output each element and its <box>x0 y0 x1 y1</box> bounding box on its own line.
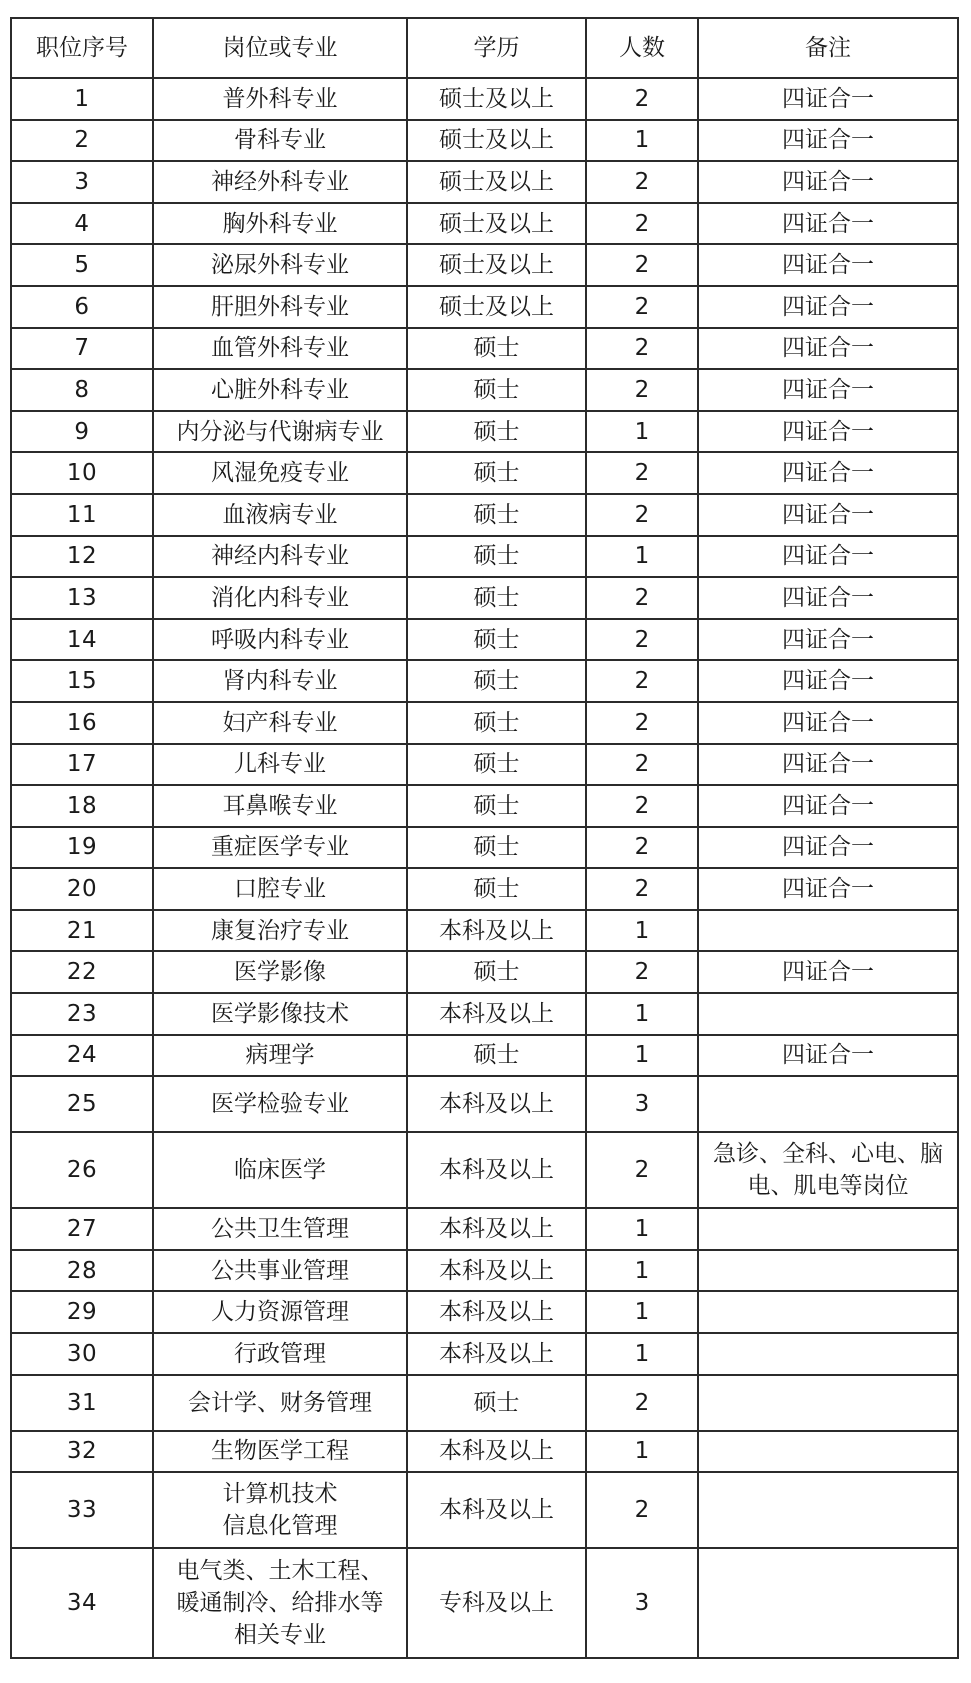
cell-position: 医学影像 <box>153 951 407 993</box>
table-row <box>11 1472 958 1548</box>
cell-note: 急诊、全科、心电、脑电、肌电等岗位 <box>698 1132 958 1208</box>
cell-note: 四证合一 <box>698 785 958 827</box>
cell-number: 10 <box>11 452 153 494</box>
cell-education: 硕士及以上 <box>407 203 586 245</box>
cell-count: 2 <box>586 744 698 786</box>
header-row <box>11 18 958 78</box>
table-row <box>11 1250 958 1292</box>
table-row <box>11 744 958 786</box>
table-row <box>11 619 958 661</box>
table-row <box>11 411 958 453</box>
table-row <box>11 785 958 827</box>
cell-education: 硕士及以上 <box>407 120 586 162</box>
cell-note: 四证合一 <box>698 411 958 453</box>
cell-number: 26 <box>11 1132 153 1208</box>
cell-education: 本科及以上 <box>407 1132 586 1208</box>
cell-note: 四证合一 <box>698 619 958 661</box>
cell-number: 7 <box>11 328 153 370</box>
table-row <box>11 951 958 993</box>
cell-count: 2 <box>586 1375 698 1431</box>
cell-position: 临床医学 <box>153 1132 407 1208</box>
cell-position: 妇产科专业 <box>153 702 407 744</box>
table-row <box>11 1548 958 1658</box>
cell-number: 17 <box>11 744 153 786</box>
cell-number: 32 <box>11 1431 153 1473</box>
cell-note: 四证合一 <box>698 369 958 411</box>
cell-note <box>698 1472 958 1548</box>
table-row <box>11 1291 958 1333</box>
cell-number: 33 <box>11 1472 153 1548</box>
cell-number: 27 <box>11 1208 153 1250</box>
cell-note: 四证合一 <box>698 536 958 578</box>
cell-education: 本科及以上 <box>407 993 586 1035</box>
cell-count: 1 <box>586 910 698 952</box>
cell-note <box>698 1250 958 1292</box>
cell-count: 2 <box>586 161 698 203</box>
cell-note: 四证合一 <box>698 577 958 619</box>
cell-position: 公共事业管理 <box>153 1250 407 1292</box>
table-row <box>11 1375 958 1431</box>
table-row <box>11 536 958 578</box>
cell-education: 硕士及以上 <box>407 286 586 328</box>
cell-count: 2 <box>586 702 698 744</box>
cell-number: 2 <box>11 120 153 162</box>
cell-count: 2 <box>586 328 698 370</box>
cell-count: 2 <box>586 78 698 120</box>
cell-note <box>698 1375 958 1431</box>
cell-count: 2 <box>586 785 698 827</box>
cell-education: 本科及以上 <box>407 1431 586 1473</box>
cell-count: 1 <box>586 1431 698 1473</box>
cell-number: 22 <box>11 951 153 993</box>
cell-note <box>698 1291 958 1333</box>
table-row <box>11 328 958 370</box>
cell-note: 四证合一 <box>698 244 958 286</box>
cell-number: 15 <box>11 660 153 702</box>
cell-count: 2 <box>586 452 698 494</box>
cell-count: 2 <box>586 494 698 536</box>
cell-education: 硕士 <box>407 1035 586 1077</box>
cell-count: 2 <box>586 577 698 619</box>
table-row <box>11 577 958 619</box>
cell-count: 1 <box>586 993 698 1035</box>
cell-count: 3 <box>586 1076 698 1132</box>
cell-note: 四证合一 <box>698 452 958 494</box>
cell-note <box>698 1431 958 1473</box>
cell-number: 21 <box>11 910 153 952</box>
cell-education: 硕士 <box>407 619 586 661</box>
cell-position <box>153 1472 407 1548</box>
cell-number: 18 <box>11 785 153 827</box>
table-row <box>11 1431 958 1473</box>
cell-number: 16 <box>11 702 153 744</box>
cell-education: 硕士及以上 <box>407 78 586 120</box>
cell-position-line: 计算机技术 <box>222 1481 338 1508</box>
cell-number: 25 <box>11 1076 153 1132</box>
table-row <box>11 993 958 1035</box>
cell-count: 2 <box>586 619 698 661</box>
table-row <box>11 702 958 744</box>
cell-position: 肾内科专业 <box>153 660 407 702</box>
header-position-or-major: 岗位或专业 <box>153 18 407 78</box>
cell-number: 31 <box>11 1375 153 1431</box>
cell-position: 神经内科专业 <box>153 536 407 578</box>
cell-position-line: 电气类、土木工程、 <box>176 1558 384 1585</box>
cell-note: 四证合一 <box>698 161 958 203</box>
cell-position: 医学影像技术 <box>153 993 407 1035</box>
cell-number: 23 <box>11 993 153 1035</box>
cell-education: 硕士 <box>407 951 586 993</box>
cell-education: 本科及以上 <box>407 1472 586 1548</box>
cell-number: 4 <box>11 203 153 245</box>
cell-position: 会计学、财务管理 <box>153 1375 407 1431</box>
cell-education: 硕士 <box>407 369 586 411</box>
table-row <box>11 369 958 411</box>
cell-education: 硕士 <box>407 785 586 827</box>
cell-count: 3 <box>586 1548 698 1658</box>
table-row <box>11 910 958 952</box>
cell-position: 呼吸内科专业 <box>153 619 407 661</box>
table-row <box>11 161 958 203</box>
cell-education: 硕士 <box>407 1375 586 1431</box>
cell-number: 20 <box>11 868 153 910</box>
cell-number: 8 <box>11 369 153 411</box>
cell-education: 本科及以上 <box>407 1250 586 1292</box>
cell-position: 血液病专业 <box>153 494 407 536</box>
table-row <box>11 827 958 869</box>
cell-count: 2 <box>586 286 698 328</box>
cell-note <box>698 1333 958 1375</box>
job-table-container <box>10 17 959 1659</box>
cell-number: 30 <box>11 1333 153 1375</box>
cell-position: 重症医学专业 <box>153 827 407 869</box>
cell-position: 骨科专业 <box>153 120 407 162</box>
cell-count: 1 <box>586 536 698 578</box>
cell-position: 风湿免疫专业 <box>153 452 407 494</box>
cell-note: 四证合一 <box>698 328 958 370</box>
cell-note: 四证合一 <box>698 702 958 744</box>
cell-number: 14 <box>11 619 153 661</box>
cell-education: 硕士及以上 <box>407 161 586 203</box>
cell-education: 硕士 <box>407 660 586 702</box>
cell-note: 四证合一 <box>698 120 958 162</box>
cell-education: 专科及以上 <box>407 1548 586 1658</box>
table-row <box>11 452 958 494</box>
table-row <box>11 1076 958 1132</box>
cell-number: 28 <box>11 1250 153 1292</box>
job-table <box>10 17 959 1659</box>
cell-number: 3 <box>11 161 153 203</box>
cell-number: 6 <box>11 286 153 328</box>
table-row <box>11 120 958 162</box>
cell-count: 2 <box>586 244 698 286</box>
cell-position: 内分泌与代谢病专业 <box>153 411 407 453</box>
cell-position: 消化内科专业 <box>153 577 407 619</box>
cell-note <box>698 1208 958 1250</box>
header-education: 学历 <box>407 18 586 78</box>
table-row <box>11 1333 958 1375</box>
cell-note <box>698 910 958 952</box>
cell-note: 四证合一 <box>698 951 958 993</box>
cell-count: 2 <box>586 827 698 869</box>
table-row <box>11 1035 958 1077</box>
cell-education: 硕士 <box>407 452 586 494</box>
table-row <box>11 868 958 910</box>
cell-education: 本科及以上 <box>407 910 586 952</box>
cell-note: 四证合一 <box>698 744 958 786</box>
cell-note: 四证合一 <box>698 660 958 702</box>
cell-education: 硕士 <box>407 536 586 578</box>
cell-position: 胸外科专业 <box>153 203 407 245</box>
cell-position-line: 相关专业 <box>234 1622 326 1649</box>
table-row <box>11 494 958 536</box>
cell-number: 19 <box>11 827 153 869</box>
cell-position: 儿科专业 <box>153 744 407 786</box>
cell-note: 四证合一 <box>698 78 958 120</box>
cell-position: 泌尿外科专业 <box>153 244 407 286</box>
header-position-number: 职位序号 <box>11 18 153 78</box>
table-row <box>11 78 958 120</box>
cell-education: 硕士 <box>407 328 586 370</box>
cell-education: 硕士 <box>407 827 586 869</box>
cell-education: 本科及以上 <box>407 1076 586 1132</box>
cell-education: 硕士 <box>407 411 586 453</box>
cell-education: 硕士及以上 <box>407 244 586 286</box>
cell-count: 2 <box>586 203 698 245</box>
cell-count: 1 <box>586 1291 698 1333</box>
cell-number: 13 <box>11 577 153 619</box>
cell-position-line: 信息化管理 <box>222 1513 338 1540</box>
cell-note: 四证合一 <box>698 868 958 910</box>
cell-education: 本科及以上 <box>407 1208 586 1250</box>
cell-position-line: 暖通制冷、给排水等 <box>176 1590 384 1617</box>
cell-position: 口腔专业 <box>153 868 407 910</box>
cell-count: 1 <box>586 1250 698 1292</box>
cell-position: 行政管理 <box>153 1333 407 1375</box>
cell-note <box>698 993 958 1035</box>
table-row <box>11 244 958 286</box>
cell-position: 康复治疗专业 <box>153 910 407 952</box>
cell-position: 病理学 <box>153 1035 407 1077</box>
cell-education: 硕士 <box>407 494 586 536</box>
cell-note: 四证合一 <box>698 1035 958 1077</box>
cell-position: 心脏外科专业 <box>153 369 407 411</box>
cell-position: 人力资源管理 <box>153 1291 407 1333</box>
cell-count: 1 <box>586 1333 698 1375</box>
cell-note <box>698 1076 958 1132</box>
cell-count: 1 <box>586 411 698 453</box>
cell-count: 2 <box>586 1472 698 1548</box>
cell-position: 公共卫生管理 <box>153 1208 407 1250</box>
cell-position: 神经外科专业 <box>153 161 407 203</box>
table-row <box>11 203 958 245</box>
cell-education: 硕士 <box>407 577 586 619</box>
cell-position: 医学检验专业 <box>153 1076 407 1132</box>
table-row <box>11 1132 958 1208</box>
table-row <box>11 286 958 328</box>
cell-education: 硕士 <box>407 744 586 786</box>
cell-number: 24 <box>11 1035 153 1077</box>
cell-count: 2 <box>586 951 698 993</box>
cell-count: 1 <box>586 1035 698 1077</box>
cell-number: 29 <box>11 1291 153 1333</box>
cell-count: 2 <box>586 660 698 702</box>
cell-position: 耳鼻喉专业 <box>153 785 407 827</box>
cell-count: 1 <box>586 120 698 162</box>
cell-note: 四证合一 <box>698 203 958 245</box>
cell-education: 本科及以上 <box>407 1291 586 1333</box>
cell-number: 12 <box>11 536 153 578</box>
cell-number: 5 <box>11 244 153 286</box>
cell-note: 四证合一 <box>698 286 958 328</box>
cell-number: 11 <box>11 494 153 536</box>
cell-position <box>153 1548 407 1658</box>
cell-number: 9 <box>11 411 153 453</box>
cell-position: 生物医学工程 <box>153 1431 407 1473</box>
cell-note <box>698 1548 958 1658</box>
cell-count: 2 <box>586 1132 698 1208</box>
cell-count: 2 <box>586 369 698 411</box>
cell-position: 普外科专业 <box>153 78 407 120</box>
header-headcount: 人数 <box>586 18 698 78</box>
cell-count: 1 <box>586 1208 698 1250</box>
cell-position: 肝胆外科专业 <box>153 286 407 328</box>
header-remarks: 备注 <box>698 18 958 78</box>
cell-count: 2 <box>586 868 698 910</box>
cell-note: 四证合一 <box>698 827 958 869</box>
cell-education: 硕士 <box>407 702 586 744</box>
table-row <box>11 1208 958 1250</box>
cell-number: 1 <box>11 78 153 120</box>
table-row <box>11 660 958 702</box>
cell-note: 四证合一 <box>698 494 958 536</box>
cell-number: 34 <box>11 1548 153 1658</box>
cell-education: 本科及以上 <box>407 1333 586 1375</box>
cell-education: 硕士 <box>407 868 586 910</box>
cell-position: 血管外科专业 <box>153 328 407 370</box>
